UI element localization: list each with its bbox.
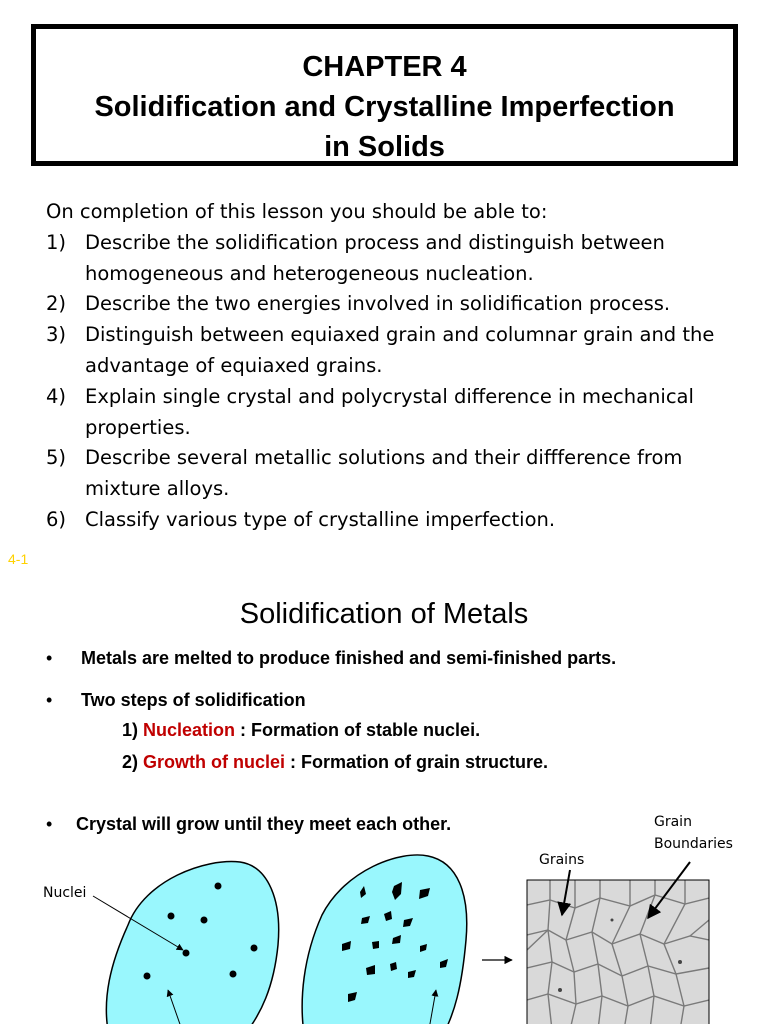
label-nuclei: Nuclei xyxy=(43,885,87,901)
step-description: : Formation of grain structure. xyxy=(285,752,549,772)
label-grain-boundaries-line1: Grain xyxy=(654,814,692,830)
bullet-text: Metals are melted to produce finished and semi-finished parts. xyxy=(81,648,617,668)
objective-text: Distinguish between equiaxed grain and columnar grain and the advantage of equiaxed grains. xyxy=(85,323,715,377)
bullet-dot: • xyxy=(46,648,53,668)
objective-number: 2) xyxy=(46,292,67,316)
bullet-text: Two steps of solidification xyxy=(81,690,306,710)
objective-number: 3) xyxy=(46,323,67,347)
bullet-dot: • xyxy=(46,690,53,710)
label-grains: Grains xyxy=(539,852,585,868)
objective-text: Describe several metallic solutions and their diffference from mixture alloys. xyxy=(85,446,683,501)
objective-number: 6) xyxy=(46,507,67,531)
bullet-text: Crystal will grow until they meet each other. xyxy=(76,814,452,834)
chapter-title-line-1: Solidification and Crystalline Imperfection xyxy=(94,91,675,123)
objective-number: 5) xyxy=(46,446,67,470)
liquid-blob-growth xyxy=(302,855,467,1024)
chapter-number: CHAPTER 4 xyxy=(302,51,467,83)
objective-text: Describe the two energies involved in solidification process. xyxy=(85,292,671,316)
chapter-title-line-2: in Solids xyxy=(324,131,445,163)
step-term: Nucleation xyxy=(143,720,236,740)
step-term: Growth of nuclei xyxy=(143,752,286,772)
objective-text: Explain single crystal and polycrystal difference in mechanical properties. xyxy=(85,384,694,439)
objective-number: 4) xyxy=(46,384,67,408)
label-grain-boundaries-line2: Boundaries xyxy=(654,836,733,852)
objective-text: Classify various type of crystalline imperfection. xyxy=(85,507,556,531)
section-title: Solidification of Metals xyxy=(239,598,529,630)
grain-micrograph xyxy=(527,880,709,1024)
objective-text: Describe the solidification process and distinguish between homogeneous and heterogeneous nucleation. xyxy=(85,230,665,285)
step-number: 2) xyxy=(122,752,139,772)
step-number: 1) xyxy=(122,720,139,740)
objective-number: 1) xyxy=(46,230,67,254)
step-description: : Formation of stable nuclei. xyxy=(235,720,481,740)
liquid-blob-nuclei xyxy=(106,862,278,1024)
slide-number: 4-1 xyxy=(8,551,29,567)
objectives-intro: On completion of this lesson you should be able to: xyxy=(46,200,548,223)
bullet-dot: • xyxy=(46,814,53,834)
